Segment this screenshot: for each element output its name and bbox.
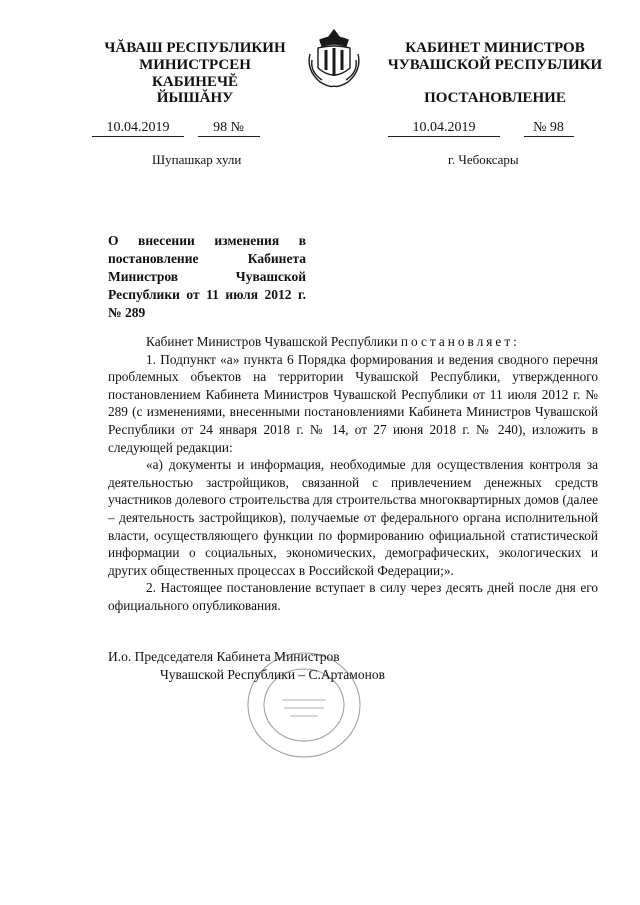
date-left: 10.04.2019: [92, 120, 184, 137]
coat-of-arms-emblem: [300, 24, 368, 92]
signature-position: И.о. Председателя Кабинета Министров: [108, 649, 340, 664]
doctype-chuvash: ЙЫШĂНУ: [156, 90, 234, 106]
number-right: № 98: [524, 120, 574, 137]
document-subject: О внесении изменения в постановление Кабинета Министров Чувашской Республики от 11 июля 2012 г. № 289: [108, 233, 306, 320]
paragraph-2: «а) документы и информация, необходимые для осуществления контроля за деятельностью застройщиков, связанной с привлечением денежных средств участников долевого строительства для строительства многоквартирных домов (далее – деятельность застройщиков), получаемые от федерального органа исполнительной власти, осуществляющего функции по формированию официальной статистической информации о социальных, экономических, демографических, экологических и других общественных процессах в Российской Федерации;».: [108, 457, 598, 578]
dateline-right: [388, 120, 574, 138]
header-right-line2: ЧУВАШСКОЙ РЕСПУБЛИКИ: [387, 57, 603, 73]
paragraph-1: 1. Подпункт «а» пункта 6 Порядка формирования и ведения сводного перечня проблемных объектов на территории Чувашской Республики, утвержденного постановлением Кабинета Министров Чувашской Республики от 11 июля 2012 г. № 289 (с изменениями, внесенными постановлениями Кабинета Министров Чувашской Республики от 24 января 2018 г. № 14, от 27 июня 2018 г. № 240), изложить в следующей редакции:: [108, 351, 598, 455]
signature-name: Чувашской Республики – С.Артамонов: [160, 667, 385, 682]
dateline-left: [92, 120, 260, 138]
header-right-line1: КАБИНЕТ МИНИСТРОВ: [405, 40, 585, 56]
header-left-line2: МИНИСТРСЕН КАБИНЕЧĔ: [139, 57, 251, 90]
place-right: г. Чебоксары: [448, 152, 519, 167]
header-russian-title: [380, 40, 610, 74]
date-right: 10.04.2019: [388, 120, 500, 137]
intro-verb: постановляет:: [400, 334, 520, 349]
paragraph-3: 2. Настоящее постановление вступает в силу через десять дней после дня его официального опубликования.: [108, 580, 598, 613]
document-body: [108, 333, 598, 615]
header-left-line1: ЧĂВАШ РЕСПУБЛИКИН: [104, 40, 286, 56]
doctype-russian: ПОСТАНОВЛЕНИЕ: [424, 90, 566, 106]
place-left: Шупашкар хули: [152, 152, 242, 167]
intro-text: Кабинет Министров Чувашской Республики: [146, 334, 398, 349]
intro-line: [108, 333, 598, 351]
number-left: 98 №: [198, 120, 260, 137]
header-chuvash-title: [95, 40, 295, 91]
